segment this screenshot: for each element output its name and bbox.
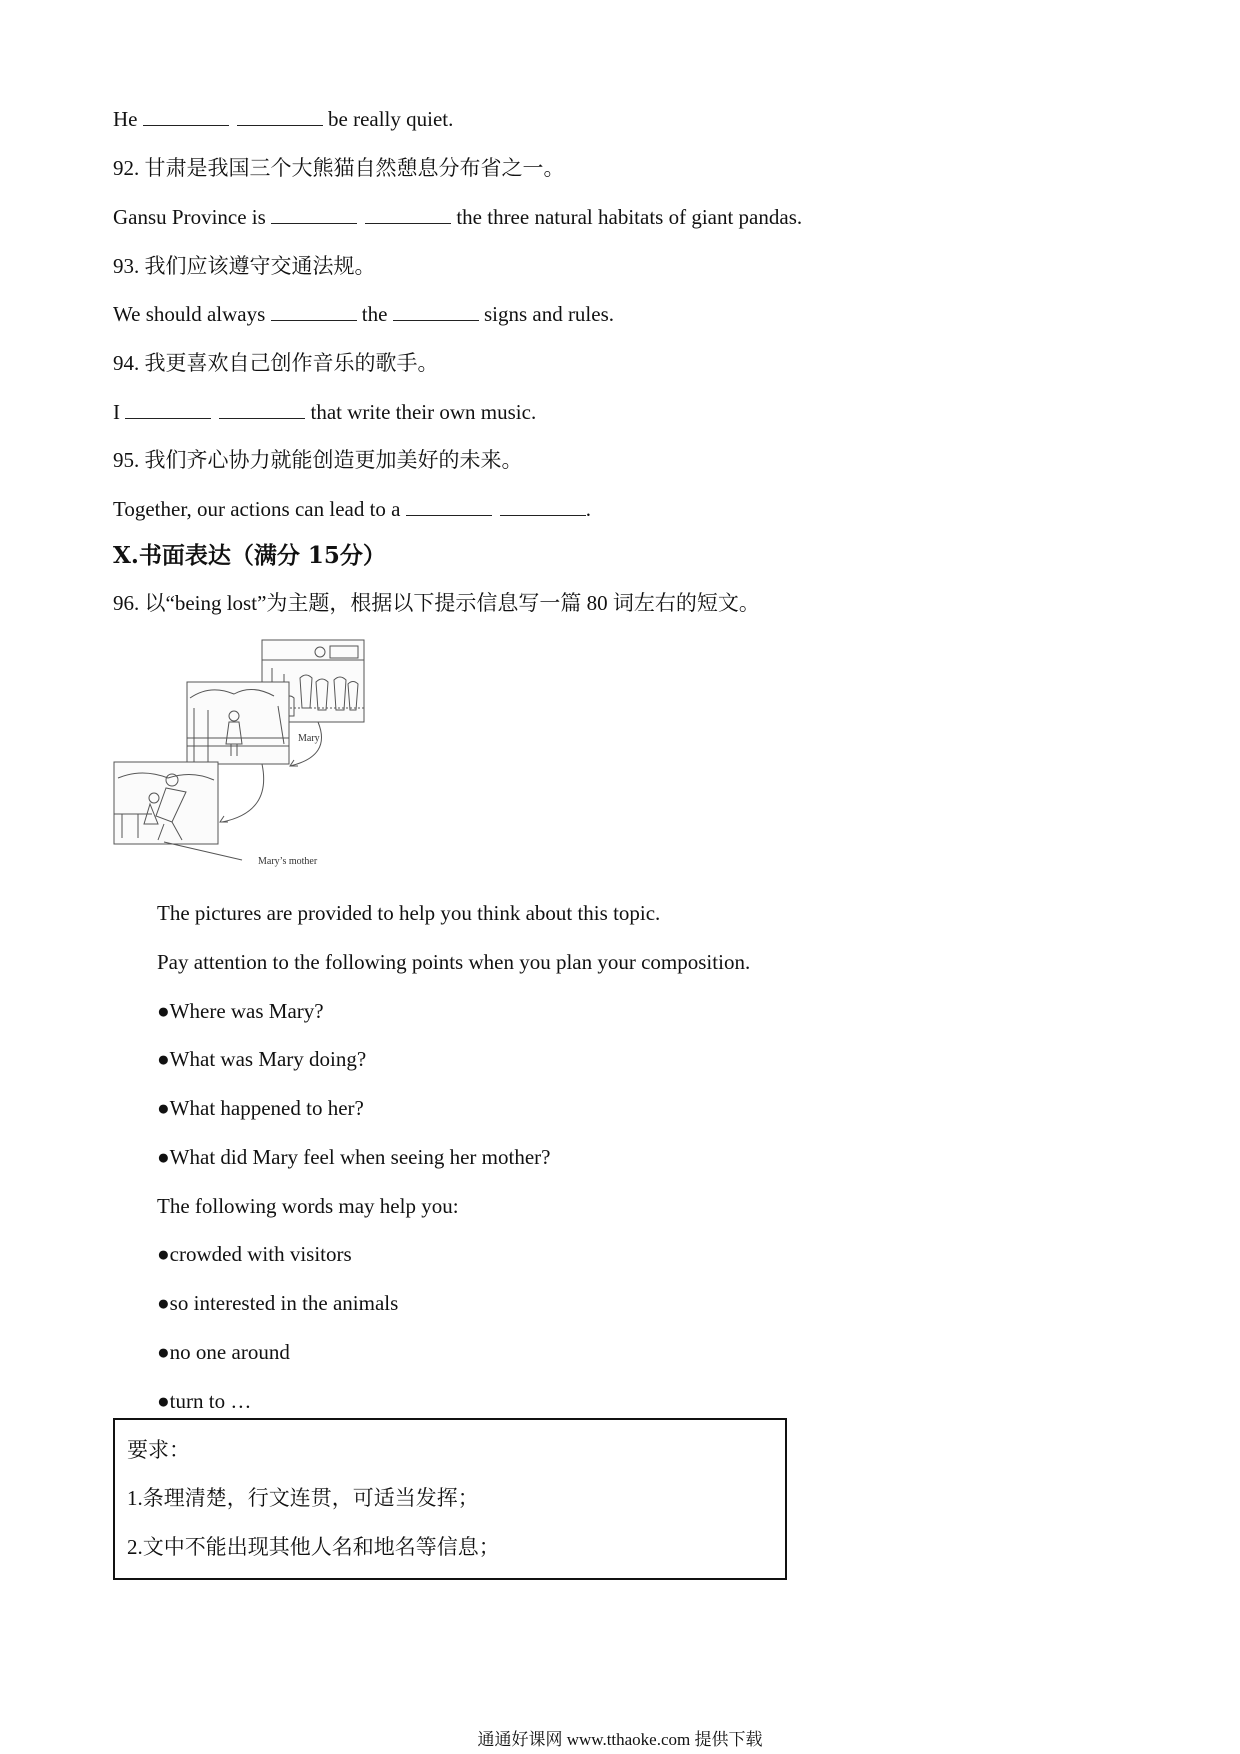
arrow <box>290 722 322 766</box>
sentence-text: He <box>113 107 138 131</box>
sentence-text: We should always <box>113 302 266 326</box>
answer-blank[interactable] <box>219 400 305 419</box>
requirement-item: 2.文中不能出现其他人名和地名等信息； <box>127 1535 500 1559</box>
arrow <box>222 764 264 822</box>
answer-blank[interactable] <box>365 205 451 224</box>
sentence-text: signs and rules. <box>483 302 615 326</box>
q91-sentence <box>113 105 453 133</box>
helpful-word: ●no one around <box>157 1340 290 1364</box>
sentence-text: that write their own music. <box>310 400 537 424</box>
answer-blank[interactable] <box>271 205 357 224</box>
helpful-word: ●turn to … <box>157 1389 252 1413</box>
answer-blank[interactable] <box>500 497 586 516</box>
q94-chinese: 94. 我更喜欢自己创作音乐的歌手。 <box>113 351 439 375</box>
guide-point: ●What happened to her? <box>157 1096 364 1120</box>
requirements-title: 要求： <box>127 1438 190 1462</box>
q94-sentence <box>113 398 536 426</box>
helpful-word: ●so interested in the animals <box>157 1291 399 1315</box>
requirement-item: 1.条理清楚，行文连贯，可适当发挥； <box>127 1486 479 1510</box>
figure-label-mother: Mary’s mother <box>258 856 318 867</box>
answer-blank[interactable] <box>393 302 479 321</box>
page-footer: 通通好课网 www.tthaoke.com 提供下载 <box>477 1730 763 1749</box>
section-title: X.书面表达（满分 15分） <box>113 542 386 569</box>
sentence-text: Together, our actions can lead to a <box>113 497 401 521</box>
q93-chinese: 93. 我们应该遵守交通法规。 <box>113 254 376 278</box>
guide-point: ●Where was Mary? <box>157 999 324 1023</box>
picture-panel-mother-hug <box>114 762 218 844</box>
guide-point: ●What did Mary feel when seeing her mother? <box>157 1145 551 1169</box>
words-intro: The following words may help you: <box>157 1194 459 1218</box>
q95-chinese: 95. 我们齐心协力就能创造更加美好的未来。 <box>113 448 523 472</box>
answer-blank[interactable] <box>237 107 323 126</box>
sentence-text: be really quiet. <box>328 107 454 131</box>
sentence-text: the three natural habitats of giant pandas. <box>456 205 803 229</box>
answer-blank[interactable] <box>271 302 357 321</box>
q96-prompt: 96. 以“being lost”为主题，根据以下提示信息写一篇 80 词左右的短文。 <box>113 591 760 615</box>
picture-panel-mary-alone <box>187 682 289 764</box>
answer-blank[interactable] <box>406 497 492 516</box>
sentence-text: Gansu Province is <box>113 205 266 229</box>
figure-label-mary: Mary <box>298 733 320 744</box>
helpful-word: ●crowded with visitors <box>157 1242 352 1266</box>
sentence-text: the <box>361 302 388 326</box>
q95-sentence <box>113 495 591 523</box>
requirements-box <box>113 1418 787 1580</box>
intro-text: The pictures are provided to help you think about this topic. <box>157 901 661 925</box>
sentence-text: I <box>113 400 120 424</box>
answer-blank[interactable] <box>143 107 229 126</box>
guide-point: ●What was Mary doing? <box>157 1047 367 1071</box>
q92-sentence <box>113 203 802 231</box>
sentence-text: . <box>585 497 591 521</box>
q93-sentence <box>113 300 614 328</box>
story-picture-sequence <box>112 638 372 870</box>
intro-text: Pay attention to the following points when you plan your composition. <box>157 950 751 974</box>
q92-chinese: 92. 甘肃是我国三个大熊猫自然憩息分布省之一。 <box>113 156 565 180</box>
answer-blank[interactable] <box>125 400 211 419</box>
